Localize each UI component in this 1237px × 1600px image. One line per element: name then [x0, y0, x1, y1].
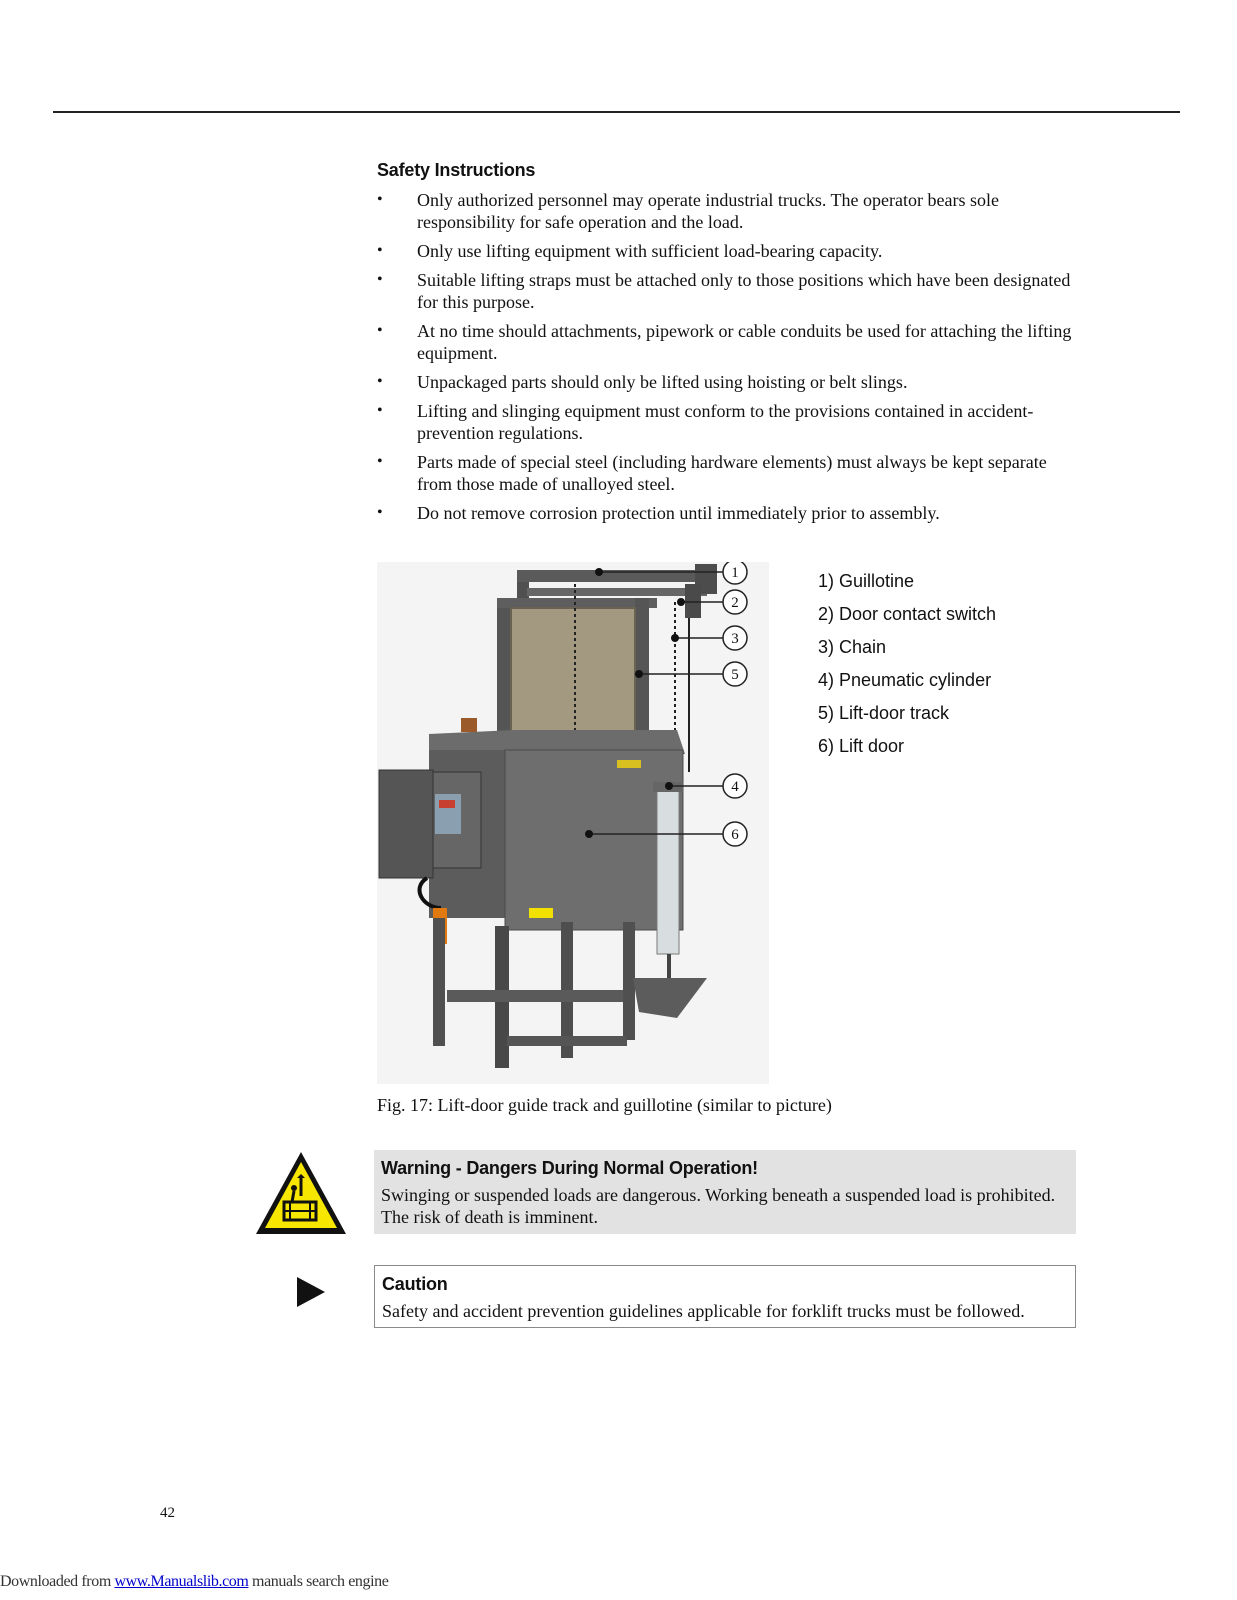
bullet-dot: • — [377, 191, 383, 208]
header-rule — [53, 111, 1180, 113]
suspended-load-hazard-icon — [254, 1150, 348, 1236]
section-heading: Safety Instructions — [377, 160, 536, 180]
bullet-text: Unpackaged parts should only be lifted using hoisting or belt slings. — [417, 372, 908, 392]
legend-item: 4) Pneumatic cylinder — [818, 670, 992, 690]
legend-item: 3) Chain — [818, 637, 887, 657]
footer-suffix: manuals search engine — [248, 1573, 389, 1590]
page-number: 42 — [160, 1505, 175, 1521]
bullet-dot: • — [377, 242, 383, 259]
bullet-text: Only authorized personnel may operate industrial trucks. The operator bears sole responsibility for safe operation and the load. — [417, 190, 999, 232]
warning-body: Swinging or suspended loads are dangerous. Working beneath a suspended load is prohibited. The risk of death is imminent. — [381, 1185, 1056, 1227]
callout-2: 2 — [731, 595, 739, 611]
bullet-item — [377, 400, 1077, 444]
figure-legend — [818, 565, 996, 763]
bullet-dot: • — [377, 271, 383, 288]
legend-item: 5) Lift-door track — [818, 703, 950, 723]
callout-5: 5 — [731, 667, 739, 683]
bullet-text: Do not remove corrosion protection until immediately prior to assembly. — [417, 503, 940, 523]
play-arrow-icon — [296, 1276, 326, 1308]
bullet-item — [377, 502, 1077, 524]
bullet-dot: • — [377, 402, 383, 419]
footer-prefix: Downloaded from — [0, 1573, 115, 1590]
caution-body: Safety and accident prevention guidelines applicable for forklift trucks must be followed. — [382, 1301, 1025, 1321]
bullet-item — [377, 320, 1077, 364]
callout-6: 6 — [731, 827, 739, 843]
callout-1: 1 — [731, 565, 739, 581]
footer-link[interactable]: www.Manualslib.com — [114, 1573, 249, 1590]
callout-3: 3 — [731, 631, 739, 647]
control-box — [379, 770, 433, 878]
legend-item: 6) Lift door — [818, 736, 905, 756]
footer-source — [0, 1573, 388, 1591]
bullet-item — [377, 371, 1077, 393]
bullet-dot: • — [377, 322, 383, 339]
pneumatic-cylinder — [657, 788, 679, 954]
safety-bullet-list — [377, 189, 1077, 531]
warning-box — [374, 1150, 1076, 1234]
bullet-item — [377, 189, 1077, 233]
warning-title: Warning - Dangers During Normal Operation! — [381, 1158, 758, 1178]
bullet-dot: • — [377, 504, 383, 521]
bullet-item — [377, 269, 1077, 313]
legend-item: 2) Door contact switch — [818, 604, 997, 624]
caution-box — [374, 1265, 1076, 1328]
figure-caption: Fig. 17: Lift-door guide track and guillotine (similar to picture) — [377, 1095, 832, 1115]
bullet-dot: • — [377, 453, 383, 470]
caution-title: Caution — [382, 1274, 448, 1294]
bullet-text: Parts made of special steel (including hardware elements) must always be kept separate from those made of unalloyed steel. — [417, 452, 1047, 494]
furnace-lift-door-figure — [377, 562, 769, 1084]
bullet-text: Suitable lifting straps must be attached only to those positions which have been designated for this purpose. — [417, 270, 1071, 312]
bullet-item — [377, 240, 1077, 262]
bullet-item — [377, 451, 1077, 495]
bullet-text: Lifting and slinging equipment must conform to the provisions contained in accident-prevention regulations. — [417, 401, 1034, 443]
bullet-text: Only use lifting equipment with sufficient load-bearing capacity. — [417, 241, 883, 261]
lift-door-panel — [511, 608, 635, 738]
bullet-dot: • — [377, 373, 383, 390]
bullet-text: At no time should attachments, pipework or cable conduits be used for attaching the lifting equipment. — [417, 321, 1072, 363]
legend-item: 1) Guillotine — [818, 571, 915, 591]
callout-4: 4 — [731, 779, 739, 795]
